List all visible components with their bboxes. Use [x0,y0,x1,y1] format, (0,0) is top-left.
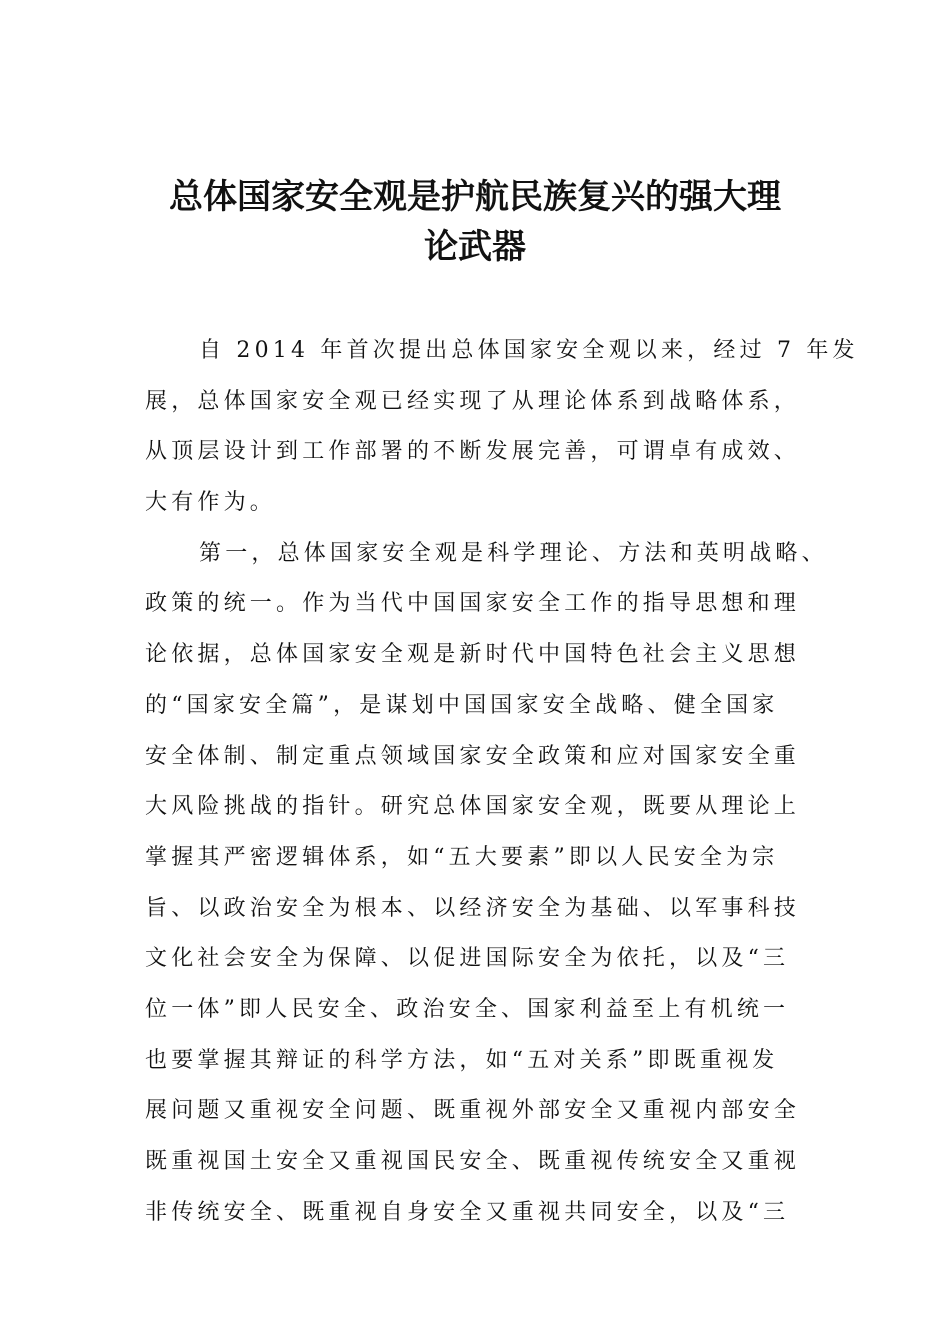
paragraph-line: 旨、以政治安全为根本、以经济安全为基础、以军事科技 [145,895,801,921]
paragraph-line: 第一，总体国家安全观是科学理论、方法和英明战略、 [199,540,828,566]
paragraph-line: 掌握其严密逻辑体系，如“五大要素”即以人民安全为宗 [145,844,779,870]
paragraph-line: 非传统安全、既重视自身安全又重视共同安全，以及“三 [145,1199,790,1225]
title-line-1: 总体国家安全观是护航民族复兴的强大理 [169,177,781,217]
document-body [145,326,859,1238]
title-line-2: 论武器 [424,227,526,267]
paragraph-line: 论依据，总体国家安全观是新时代中国特色社会主义思想 [145,642,801,668]
paragraph-line: 安全体制、制定重点领域国家安全政策和应对国家安全重 [145,743,801,769]
paragraph-2 [145,529,845,1239]
paragraph-line: 位一体”即人民安全、政治安全、国家利益至上有机统一 [145,996,790,1022]
paragraph-line: 也要掌握其辩证的科学方法，如“五对关系”即既重视发 [145,1047,779,1073]
paragraph-line: 文化社会安全为保障、以促进国际安全为依托，以及“三 [145,946,790,972]
paragraph-line: 从顶层设计到工作部署的不断发展完善，可谓卓有成效、 [145,439,801,465]
paragraph-line: 展问题又重视安全问题、既重视外部安全又重视内部安全 [145,1098,801,1124]
paragraph-line: 展，总体国家安全观已经实现了从理论体系到战略体系， [145,388,801,414]
paragraph-line: 既重视国土安全又重视国民安全、既重视传统安全又重视 [145,1149,801,1174]
paragraph-line: 大有作为。 [145,490,277,516]
paragraph-line: 大风险挑战的指针。研究总体国家安全观，既要从理论上 [145,794,801,820]
paragraph-line: 的“国家安全篇”，是谋划中国国家安全战略、健全国家 [145,692,779,718]
paragraph-line: 政策的统一。作为当代中国国家安全工作的指导思想和理 [145,591,801,617]
document-title [140,172,810,272]
paragraph-1 [145,326,859,529]
paragraph-line: 自 2014 年首次提出总体国家安全观以来，经过 7 年发 [199,338,859,363]
